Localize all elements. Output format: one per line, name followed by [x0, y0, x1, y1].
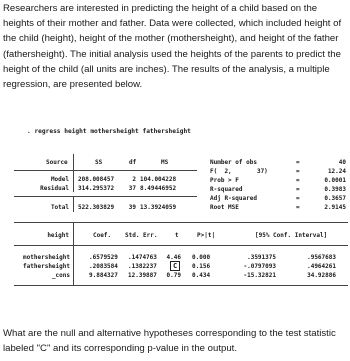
coef-header-t: t: [175, 232, 179, 239]
fit-stat-eq: =: [296, 195, 300, 202]
fit-stat-eq: =: [296, 186, 300, 193]
anova-total-source: Total: [50, 204, 69, 211]
coef-row-ci-upper: 34.92886: [307, 272, 336, 279]
fit-stat-label: Prob > F: [210, 177, 239, 184]
coef-row-ci-lower: -.0797093: [243, 263, 276, 270]
coef-row-var: fathersheight: [23, 263, 70, 270]
anova-header-ms: MS: [161, 159, 169, 166]
coef-row-t: 4.46: [166, 254, 181, 261]
fit-stat-eq: =: [296, 177, 300, 184]
coef-header-se: Std. Err.: [125, 232, 158, 239]
coef-header-ci: [95% Conf. Interval]: [255, 232, 328, 239]
fit-stat-label: Root MSE: [210, 204, 239, 211]
anova-row-source: Residual: [40, 185, 69, 192]
anova-total-ms: 13.3924059: [140, 204, 177, 211]
coef-row-var: _cons: [51, 272, 70, 279]
coef-row-var: mothersheight: [23, 254, 70, 261]
coef-row-coef: .2083584: [89, 263, 118, 270]
fit-stat-value: 40: [338, 159, 346, 166]
coef-row-p: 0.000: [192, 254, 211, 261]
question-paragraph: What are the null and alternative hypotheses corresponding to the test statistic labeled "C" and its corresponding p-value in the output.: [3, 328, 336, 355]
coef-row-p: 0.156: [192, 263, 211, 270]
fit-stat-eq: =: [296, 159, 300, 166]
anova-total-ss: 522.303829: [78, 204, 115, 211]
intro-paragraph: Researchers are interested in predicting the height of a child based on the heights of their mother and father. Data were collected, which included height of the child (height), height of the mother (mothersheight), and height of the father (fathersheight). The initial analysis used the heights of the parents to predict the height of the child (all units are inches). The results of the analysis, a multiple regression, are presented below.: [3, 3, 342, 91]
coef-row-se: .1382237: [128, 263, 157, 270]
anova-row-ss: 208.008457: [78, 176, 115, 183]
fit-stat-value: 0.3657: [324, 195, 346, 202]
coef-row-p: 0.434: [192, 272, 211, 279]
coef-row-ci-lower: -15.32821: [243, 272, 276, 279]
coef-row-coef: .6579529: [89, 254, 118, 261]
fit-stat-value: 0.3983: [324, 186, 346, 193]
anova-header-ss: SS: [95, 159, 103, 166]
coef-row-t: 0.79: [166, 272, 181, 279]
coef-row-t-boxed-c: C: [170, 261, 180, 271]
coef-header-p: P>|t|: [197, 232, 216, 239]
anova-row-ss: 314.295372: [78, 185, 115, 192]
coef-row-se: .1474763: [128, 254, 157, 261]
coef-row-ci-lower: .3591375: [247, 254, 276, 261]
anova-header-source: Source: [46, 159, 68, 166]
coef-header-var: height: [47, 232, 69, 239]
anova-row-df: 37: [128, 185, 136, 192]
fit-stat-value: 2.9145: [324, 204, 346, 211]
fit-stat-eq: =: [296, 168, 300, 175]
anova-row-df: 2: [132, 176, 136, 183]
coef-row-ci-upper: .9567683: [307, 254, 336, 261]
anova-header-df: df: [129, 159, 137, 166]
fit-stat-label: F( 2, 37): [210, 168, 268, 175]
anova-row-source: Model: [50, 176, 69, 183]
anova-total-df: 39: [128, 204, 136, 211]
fit-stat-label: Adj R-squared: [210, 195, 257, 202]
anova-row-ms: 8.49446952: [140, 185, 177, 192]
coef-row-coef: 9.884327: [89, 272, 118, 279]
fit-stat-value: 12.24: [327, 168, 346, 175]
coef-row-ci-upper: .4964261: [307, 263, 336, 270]
fit-stat-label: R-squared: [210, 186, 243, 193]
coef-header-coef: Coef.: [93, 232, 112, 239]
fit-stat-eq: =: [296, 204, 300, 211]
anova-row-ms: 104.004228: [140, 176, 177, 183]
coef-row-se: 12.39887: [128, 272, 157, 279]
fit-stat-label: Number of obs: [210, 159, 257, 166]
fit-stat-value: 0.0001: [324, 177, 346, 184]
regress-command: . regress height mothersheight fathersheight: [27, 128, 191, 135]
